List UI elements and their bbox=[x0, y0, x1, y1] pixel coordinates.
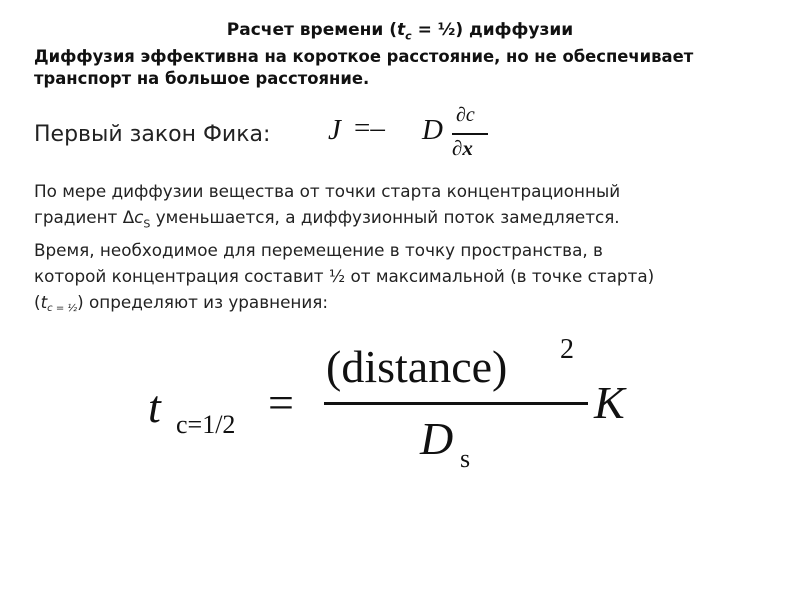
formula-fraction-bar bbox=[324, 402, 588, 405]
formula-numerator: (distance) bbox=[326, 341, 508, 392]
slide-subtitle bbox=[34, 46, 774, 90]
para-line-1: По мере диффузии вещества от точки старта концентрационный bbox=[34, 181, 621, 201]
para-line-4: которой концентрация составит ½ от максимальной (в точке старта) bbox=[34, 266, 655, 287]
fick-d: D bbox=[422, 114, 443, 146]
para-line-2: градиент $\Delta c_S$ уменьшается, а диффузионный поток замедляется. bbox=[34, 207, 620, 231]
formula-denominator-d: D bbox=[420, 413, 454, 464]
formula-k: K bbox=[594, 377, 625, 428]
title-rest: = ½) диффузии bbox=[411, 20, 574, 40]
formula-equals: = bbox=[268, 377, 294, 428]
explanation-paragraph bbox=[34, 178, 774, 322]
fick-j: J bbox=[328, 114, 341, 146]
title-prefix: Расчет времени ( bbox=[226, 20, 397, 40]
title-sub: c bbox=[405, 29, 412, 43]
formula-t: t bbox=[148, 381, 161, 432]
formula-denominator-subscript: s bbox=[460, 444, 471, 473]
slide-title bbox=[0, 20, 800, 42]
half-time-formula bbox=[148, 334, 628, 490]
formula-exponent: 2 bbox=[560, 334, 574, 365]
para-line-5: (tc = ½) определяют из уравнения: bbox=[34, 292, 329, 315]
delta-cs-symbol: $\Delta c_S$ bbox=[122, 207, 151, 231]
fick-numerator: ∂c bbox=[456, 104, 475, 126]
fick-fraction-bar bbox=[452, 133, 488, 135]
para-line-3: Время, необходимое для перемещение в точку пространства, в bbox=[34, 240, 603, 261]
fick-law-label: Первый закон Фика: bbox=[34, 122, 271, 147]
subtitle-line-2: транспорт на большое расстояние. bbox=[34, 69, 370, 88]
title-t: t bbox=[397, 20, 406, 40]
fick-equals-minus: =– bbox=[354, 112, 385, 144]
fick-denominator: ∂x bbox=[452, 136, 473, 160]
subtitle-line-1: Диффузия эффективна на короткое расстояние, но не обеспечивает bbox=[34, 47, 694, 66]
formula-t-subscript: c=1/2 bbox=[176, 410, 236, 439]
